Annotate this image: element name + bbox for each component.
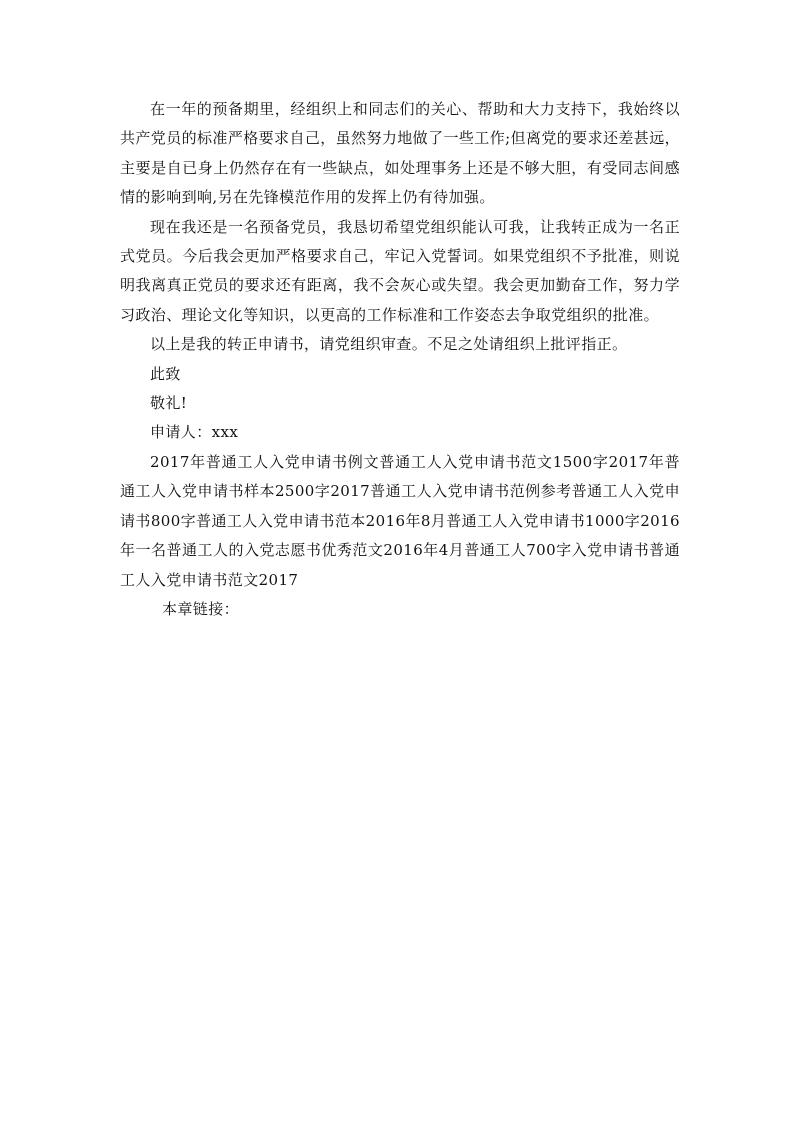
chapter-link-label: 本章链接： bbox=[162, 599, 240, 618]
document-body bbox=[120, 95, 680, 624]
applicant-line: 申请人：xxx bbox=[150, 423, 239, 442]
salute-line: 敬礼! bbox=[150, 394, 188, 413]
body-paragraph-3: 以上是我的转正申请书，请党组织审查。不足之处请组织上批评指正。 bbox=[150, 335, 628, 354]
related-articles-text: 2017年普通工人入党申请书例文普通工人入党申请书范文1500字2017年普通工人入党申请书样本2500字2017普通工人入党申请书范例参考普通工人入党申请书800字普通工人入党申请书范本2016年8月普通工人入党申请书1000字2016年一名普通工人的入党志愿书优秀范文2016年4月普通工人700字入党申请书普通工人入党申请书范文2017 bbox=[120, 452, 680, 589]
body-paragraph-1: 在一年的预备期里，经组织上和同志们的关心、帮助和大力支持下，我始终以共产党员的标准严格要求自己，虽然努力地做了一些工作;但离党的要求还差甚远，主要是自已身上仍然存在有一些缺点，如处理事务上还是不够大胆，有受同志间感情的影响到响,另在先锋模范作用的发挥上仍有待加强。 bbox=[120, 100, 680, 207]
closing-line: 此致 bbox=[150, 364, 181, 383]
body-paragraph-2: 现在我还是一名预备党员，我恳切希望党组织能认可我，让我转正成为一名正式党员。今后我会更加严格要求自己，牢记入党誓词。如果党组织不予批准，则说明我离真正党员的要求还有距离，我不会灰心或失望。我会更加勤奋工作，努力学习政治、理论文化等知识，以更高的工作标准和工作姿态去争取党组织的批准。 bbox=[120, 217, 680, 324]
